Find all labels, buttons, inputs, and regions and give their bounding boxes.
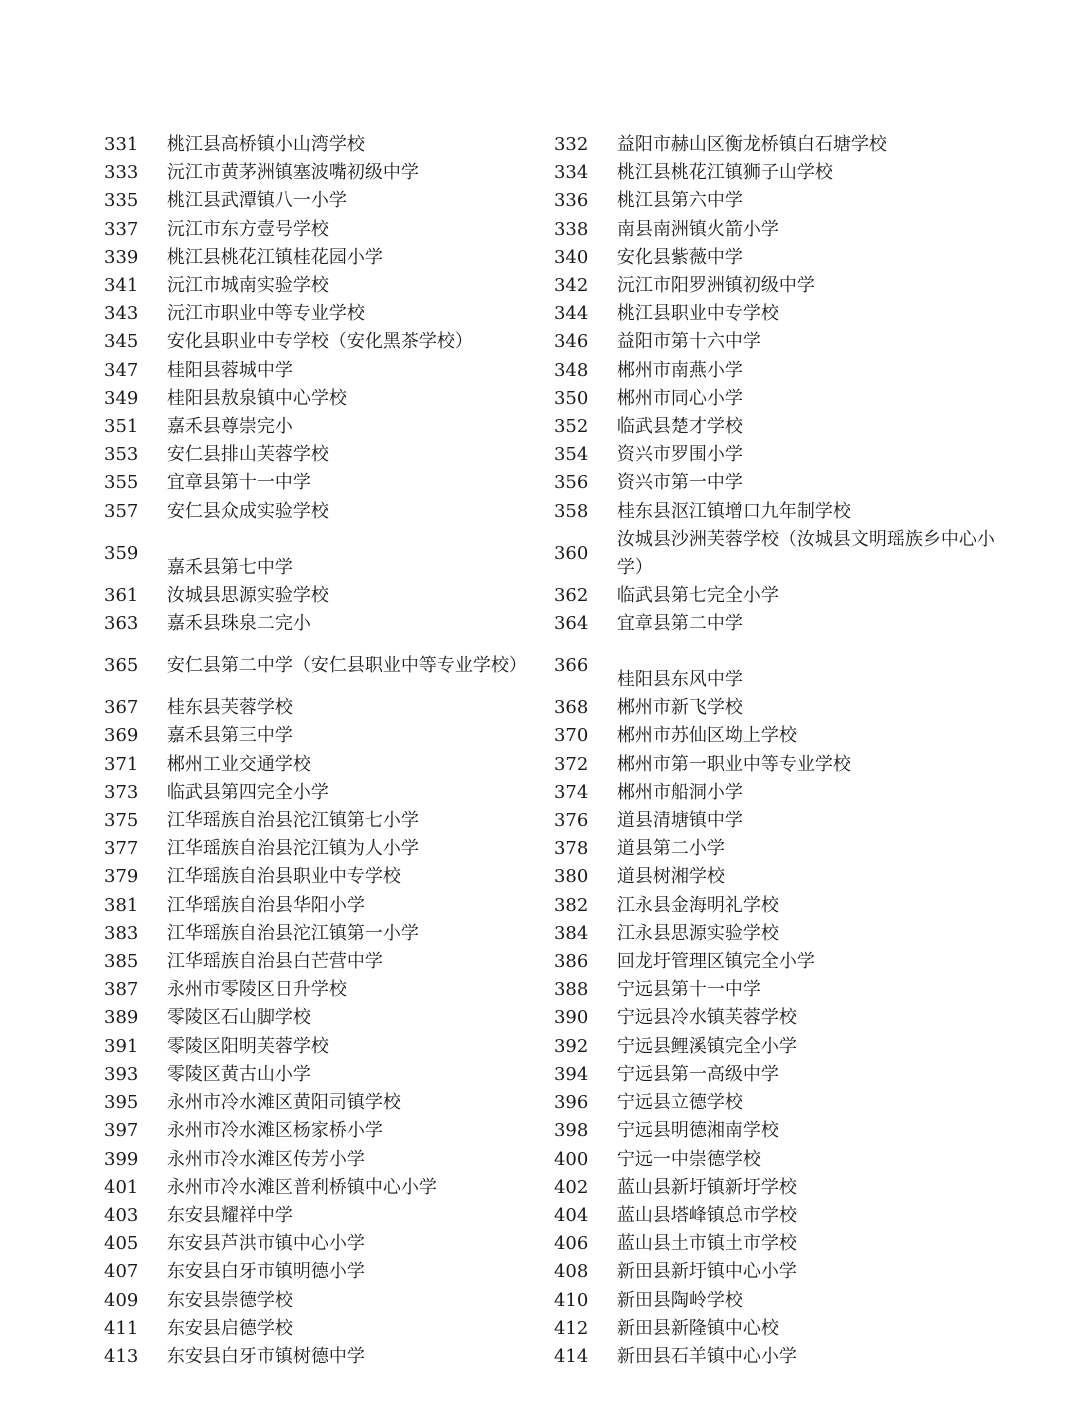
school-number: 408 [553, 1261, 589, 1283]
table-row [98, 300, 998, 328]
school-name: 临武县第七完全小学 [616, 584, 779, 606]
school-number: 365 [104, 655, 139, 677]
school-number: 355 [104, 472, 139, 494]
school-name: 嘉禾县尊崇完小 [166, 416, 293, 438]
school-name: 桃江县职业中专学校 [616, 303, 779, 325]
school-number: 390 [553, 1007, 589, 1029]
school-number: 393 [104, 1063, 139, 1085]
school-name: 益阳市第十六中学 [616, 331, 761, 353]
school-number: 362 [553, 584, 589, 606]
table-row [98, 1343, 998, 1371]
table-row [98, 920, 998, 948]
school-number: 357 [104, 500, 139, 522]
school-number: 404 [553, 1204, 589, 1226]
school-name: 郴州市第一职业中等专业学校 [616, 753, 851, 775]
school-number: 405 [104, 1233, 139, 1255]
school-number: 364 [553, 613, 589, 635]
school-name: 新田县石羊镇中心小学 [616, 1345, 797, 1367]
table-row [98, 1004, 998, 1032]
school-number: 368 [553, 697, 589, 719]
school-name: 永州市冷水滩区传芳小学 [166, 1148, 365, 1170]
school-number: 391 [104, 1035, 139, 1057]
school-number: 367 [104, 697, 139, 719]
school-name: 宁远一中崇德学校 [616, 1148, 761, 1170]
table-row [98, 610, 998, 638]
school-number: 402 [553, 1176, 589, 1198]
school-name: 宁远县鲤溪镇完全小学 [616, 1035, 797, 1057]
school-name: 零陵区石山脚学校 [166, 1007, 311, 1029]
school-number: 372 [553, 753, 589, 775]
table-row [98, 1146, 998, 1174]
school-number: 370 [553, 725, 589, 747]
school-name: 安仁县第二中学（安仁县职业中等专业学校） [166, 655, 527, 677]
school-list-table [98, 131, 998, 1371]
school-name: 桂阳县蓉城中学 [166, 359, 293, 381]
school-number: 383 [104, 922, 139, 944]
table-row [98, 385, 998, 413]
school-name: 宁远县立德学校 [616, 1092, 743, 1114]
school-number: 345 [104, 331, 139, 353]
table-row [98, 357, 998, 385]
table-row [98, 187, 998, 215]
school-number: 366 [553, 655, 589, 677]
school-name: 宁远县明德湘南学校 [616, 1120, 779, 1142]
school-number: 392 [553, 1035, 589, 1057]
school-number: 336 [553, 190, 589, 212]
school-name: 沅江市职业中等专业学校 [166, 303, 365, 325]
school-number: 341 [104, 275, 139, 297]
school-name: 郴州市船洞小学 [616, 781, 743, 803]
school-name: 沅江市黄茅洲镇塞波嘴初级中学 [166, 162, 419, 184]
school-list-body [98, 131, 998, 1371]
school-number: 395 [104, 1092, 139, 1114]
school-name: 资兴市第一中学 [616, 472, 743, 494]
school-number: 385 [104, 951, 139, 973]
school-name: 郴州市同心小学 [616, 387, 743, 409]
school-number: 410 [553, 1289, 589, 1311]
school-name: 郴州市新飞学校 [616, 697, 743, 719]
table-row [98, 976, 998, 1004]
school-number: 380 [553, 866, 589, 888]
table-row [98, 159, 998, 187]
school-number: 360 [553, 542, 589, 564]
school-number: 379 [104, 866, 139, 888]
school-name: 安仁县众成实验学校 [166, 500, 329, 522]
table-row [98, 722, 998, 750]
school-name: 道县清塘镇中学 [616, 810, 743, 832]
table-row [98, 1315, 998, 1343]
school-number: 349 [104, 387, 139, 409]
table-row [98, 1202, 998, 1230]
school-name: 沅江市阳罗洲镇初级中学 [616, 275, 815, 297]
school-name: 江华瑶族自治县白芒营中学 [166, 951, 383, 973]
school-number: 348 [553, 359, 589, 381]
school-number: 381 [104, 894, 139, 916]
school-name: 新田县陶岭学校 [616, 1289, 743, 1311]
table-row [98, 328, 998, 356]
school-name: 东安县白牙市镇树德中学 [166, 1345, 365, 1367]
school-name: 桂东县芙蓉学校 [166, 697, 293, 719]
school-name: 道县第二小学 [616, 838, 725, 860]
school-name: 汝城县思源实验学校 [166, 584, 329, 606]
table-row [98, 892, 998, 920]
table-row [98, 441, 998, 469]
school-name: 江永县金海明礼学校 [616, 894, 779, 916]
school-number: 333 [104, 162, 139, 184]
school-name: 零陵区阳明芙蓉学校 [166, 1035, 329, 1057]
school-number: 346 [553, 331, 589, 353]
school-number: 347 [104, 359, 139, 381]
school-number: 401 [104, 1176, 139, 1198]
school-name: 江华瑶族自治县职业中专学校 [166, 866, 401, 888]
school-number: 338 [553, 218, 589, 240]
school-number: 382 [553, 894, 589, 916]
school-name: 东安县耀祥中学 [166, 1204, 293, 1226]
table-row [98, 835, 998, 863]
table-row [98, 948, 998, 976]
school-name: 桃江县第六中学 [616, 190, 743, 212]
school-number: 409 [104, 1289, 139, 1311]
school-name: 江华瑶族自治县沱江镇第一小学 [166, 922, 419, 944]
school-name: 蓝山县新圩镇新圩学校 [616, 1176, 797, 1198]
table-row [98, 807, 998, 835]
school-number: 332 [553, 134, 589, 155]
school-name: 桃江县桃花江镇狮子山学校 [616, 162, 833, 184]
school-number: 394 [553, 1063, 589, 1085]
school-name: 嘉禾县第三中学 [166, 725, 293, 747]
school-number: 400 [553, 1148, 589, 1170]
school-name: 永州市冷水滩区黄阳司镇学校 [166, 1092, 401, 1114]
school-number: 359 [104, 542, 139, 564]
school-name: 宜章县第十一中学 [166, 472, 311, 494]
school-name: 宜章县第二中学 [616, 613, 743, 635]
school-name: 临武县楚才学校 [616, 416, 743, 438]
school-name: 桃江县桃花江镇桂花园小学 [166, 246, 383, 268]
school-number: 374 [553, 781, 589, 803]
school-number: 389 [104, 1007, 139, 1029]
school-number: 344 [553, 303, 589, 325]
school-number: 386 [553, 951, 589, 973]
school-name: 东安县芦洪市镇中心小学 [166, 1233, 365, 1255]
school-name: 安化县紫薇中学 [616, 246, 743, 268]
school-number: 388 [553, 979, 589, 1001]
table-row [98, 1287, 998, 1315]
table-row [98, 469, 998, 497]
table-row [98, 1061, 998, 1089]
table-row [98, 582, 998, 610]
school-number: 375 [104, 810, 139, 832]
school-number: 396 [553, 1092, 589, 1114]
school-name: 江永县思源实验学校 [616, 922, 779, 944]
school-number: 384 [553, 922, 589, 944]
school-number: 403 [104, 1204, 139, 1226]
school-name: 桃江县高桥镇小山湾学校 [166, 134, 365, 155]
school-name: 桃江县武潭镇八一小学 [166, 190, 347, 212]
school-name: 沅江市城南实验学校 [166, 275, 329, 297]
table-row [98, 638, 998, 694]
school-name: 益阳市赫山区衡龙桥镇白石塘学校 [616, 134, 887, 155]
school-number: 356 [553, 472, 589, 494]
school-number: 351 [104, 416, 139, 438]
school-number: 397 [104, 1120, 139, 1142]
school-number: 361 [104, 584, 139, 606]
school-name: 新田县新圩镇中心小学 [616, 1261, 797, 1283]
school-number: 377 [104, 838, 139, 860]
school-name: 东安县启德学校 [166, 1317, 293, 1339]
school-number: 340 [553, 246, 589, 268]
school-name: 新田县新隆镇中心校 [616, 1317, 779, 1339]
school-number: 342 [553, 275, 589, 297]
school-number: 331 [104, 134, 139, 155]
school-number: 343 [104, 303, 139, 325]
school-name: 蓝山县塔峰镇总市学校 [616, 1204, 797, 1226]
table-row [98, 694, 998, 722]
school-number: 337 [104, 218, 139, 240]
school-name: 宁远县冷水镇芙蓉学校 [616, 1007, 797, 1029]
table-row [98, 751, 998, 779]
school-name: 嘉禾县珠泉二完小 [166, 613, 311, 635]
school-name: 桂东县沤江镇增口九年制学校 [616, 500, 851, 522]
school-name: 东安县白牙市镇明德小学 [166, 1261, 365, 1283]
school-number: 411 [104, 1317, 139, 1339]
school-name: 回龙圩管理区镇完全小学 [616, 951, 815, 973]
school-number: 335 [104, 190, 139, 212]
school-number: 407 [104, 1261, 139, 1283]
school-name: 江华瑶族自治县沱江镇第七小学 [166, 810, 419, 832]
school-name: 永州市冷水滩区杨家桥小学 [166, 1120, 383, 1142]
school-number: 406 [553, 1233, 589, 1255]
table-row [98, 863, 998, 891]
table-row [98, 1174, 998, 1202]
table-row [98, 1089, 998, 1117]
school-number: 352 [553, 416, 589, 438]
school-number: 339 [104, 246, 139, 268]
school-number: 412 [553, 1317, 589, 1339]
school-name: 南县南洲镇火箭小学 [616, 218, 779, 240]
table-row [98, 1117, 998, 1145]
school-name: 东安县崇德学校 [166, 1289, 293, 1311]
school-number: 353 [104, 444, 139, 466]
school-name: 道县树湘学校 [616, 866, 725, 888]
school-number: 369 [104, 725, 139, 747]
table-row [98, 1258, 998, 1286]
school-name: 郴州市南燕小学 [616, 359, 743, 381]
table-row [98, 272, 998, 300]
table-row [98, 498, 998, 526]
school-name: 桂阳县敖泉镇中心学校 [166, 387, 347, 409]
school-name: 郴州工业交通学校 [166, 753, 311, 775]
school-name: 宁远县第十一中学 [616, 979, 761, 1001]
school-number: 378 [553, 838, 589, 860]
school-number: 414 [553, 1345, 589, 1367]
school-number: 387 [104, 979, 139, 1001]
school-name: 嘉禾县第七中学 [166, 556, 293, 578]
school-name: 江华瑶族自治县华阳小学 [166, 894, 365, 916]
table-row [98, 526, 998, 582]
table-row [98, 1033, 998, 1061]
table-row [98, 216, 998, 244]
school-number: 363 [104, 613, 139, 635]
school-name: 零陵区黄古山小学 [166, 1063, 311, 1085]
school-number: 350 [553, 387, 589, 409]
school-name: 资兴市罗围小学 [616, 444, 743, 466]
school-number: 398 [553, 1120, 589, 1142]
school-name: 沅江市东方壹号学校 [166, 218, 329, 240]
table-row [98, 131, 998, 159]
school-number: 358 [553, 500, 589, 522]
table-row [98, 244, 998, 272]
school-number: 413 [104, 1345, 139, 1367]
school-name: 江华瑶族自治县沱江镇为人小学 [166, 838, 419, 860]
school-number: 354 [553, 444, 589, 466]
school-number: 371 [104, 753, 139, 775]
school-name: 安化县职业中专学校（安化黑茶学校） [166, 331, 473, 353]
school-number: 334 [553, 162, 589, 184]
table-row [98, 1230, 998, 1258]
school-name: 安仁县排山芙蓉学校 [166, 444, 329, 466]
school-number: 399 [104, 1148, 139, 1170]
school-name: 宁远县第一高级中学 [616, 1063, 779, 1085]
school-name: 永州市冷水滩区普利桥镇中心小学 [166, 1176, 437, 1198]
school-name: 蓝山县土市镇土市学校 [616, 1233, 797, 1255]
school-name: 永州市零陵区日升学校 [166, 979, 347, 1001]
table-row [98, 413, 998, 441]
school-name: 郴州市苏仙区坳上学校 [616, 725, 797, 747]
school-number: 373 [104, 781, 139, 803]
school-number: 376 [553, 810, 589, 832]
school-name: 桂阳县东风中学 [616, 669, 743, 691]
table-row [98, 779, 998, 807]
school-name: 临武县第四完全小学 [166, 781, 329, 803]
school-name: 汝城县沙洲芙蓉学校（汝城县文明瑶族乡中心小学） [616, 528, 995, 578]
